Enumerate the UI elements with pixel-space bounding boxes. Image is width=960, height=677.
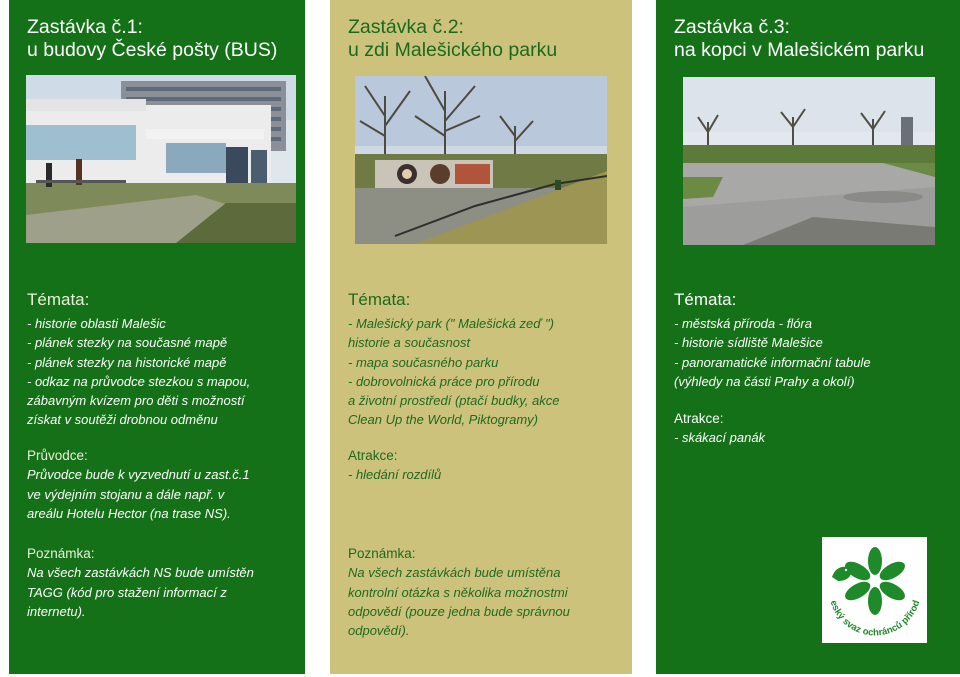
stop-1-guide	[27, 446, 303, 523]
list-item: - plánek stezky na současné mapě	[27, 335, 228, 351]
list-item: - historie sídliště Malešice	[674, 335, 823, 351]
stop-3-attractions	[674, 409, 950, 448]
hilltop-photo	[683, 77, 935, 245]
list-item: kontrolní otázka s několika možnostmi	[348, 584, 568, 600]
logo-text: eský svaz ochránců přírod	[827, 598, 923, 639]
stop-1-panel	[9, 0, 305, 674]
stop-2-panel	[330, 0, 632, 674]
stop-1-topics	[27, 290, 303, 430]
list-item: - panoramatické informační tabule	[674, 354, 871, 370]
stop-2-note	[348, 544, 624, 640]
list-item: historie a současnost	[348, 335, 471, 351]
list-item: získat v soutěži drobnou odměnu	[27, 412, 218, 428]
list-item: odpovědí).	[348, 623, 410, 639]
stop-2-attractions	[348, 446, 624, 485]
guide-heading: Průvodce:	[27, 448, 88, 463]
list-item: TAGG (kód pro stažení informací z	[27, 584, 227, 600]
stop-1-title: Zastávka č.1: u budovy České pošty (BUS)	[27, 16, 278, 61]
attraction-heading: Atrakce:	[348, 448, 398, 463]
stop-1-note	[27, 544, 303, 621]
list-item: - městská příroda - flóra	[674, 316, 812, 331]
list-item: (výhledy na části Prahy a okolí)	[674, 373, 855, 389]
topics-heading: Témata:	[348, 290, 411, 309]
flower-bird-icon	[822, 537, 927, 643]
attraction-heading: Atrakce:	[674, 411, 724, 426]
list-item: - mapa současného parku	[348, 354, 499, 370]
list-item: areálu Hotelu Hector (na trase NS).	[27, 505, 231, 521]
topics-heading: Témata:	[674, 290, 737, 309]
stop-2-title: Zastávka č.2: u zdi Malešického parku	[348, 16, 558, 61]
list-item: Na všech zastávkách NS bude umístěn	[27, 565, 254, 581]
stop-2-topics	[348, 290, 624, 430]
list-item: Průvodce bude k vyzvednutí u zast.č.1	[27, 467, 250, 483]
note-heading: Poznámka:	[348, 546, 416, 561]
stop-3-topics	[674, 290, 950, 391]
park-wall-photo	[355, 76, 607, 244]
list-item: Clean Up the World, Piktogramy)	[348, 412, 539, 428]
list-item: ve výdejním stojanu a dále např. v	[27, 486, 225, 502]
list-item: Na všech zastávkách bude umístěna	[348, 565, 561, 581]
list-item: - historie oblasti Malešic	[27, 316, 166, 331]
list-item: - Malešický park (" Malešická zeď ")	[348, 316, 554, 331]
list-item: internetu).	[27, 603, 86, 619]
post-office-photo	[26, 75, 296, 243]
topics-heading: Témata:	[27, 290, 90, 309]
list-item: - odkaz na průvodce stezkou s mapou,	[27, 373, 251, 389]
list-item: - plánek stezky na historické mapě	[27, 354, 227, 370]
stop-3-title: Zastávka č.3: na kopci v Malešickém parku	[674, 16, 925, 61]
csop-logo	[822, 537, 927, 643]
list-item: odpovědí (pouze jedna bude správnou	[348, 603, 570, 619]
list-item: zábavným kvízem pro děti s možností	[27, 393, 245, 409]
note-heading: Poznámka:	[27, 546, 95, 561]
list-item: a životní prostředí (ptačí budky, akce	[348, 393, 560, 409]
list-item: - dobrovolnická práce pro přírodu	[348, 373, 540, 389]
list-item: - skákací panák	[674, 430, 766, 446]
list-item: - hledání rozdílů	[348, 467, 442, 483]
